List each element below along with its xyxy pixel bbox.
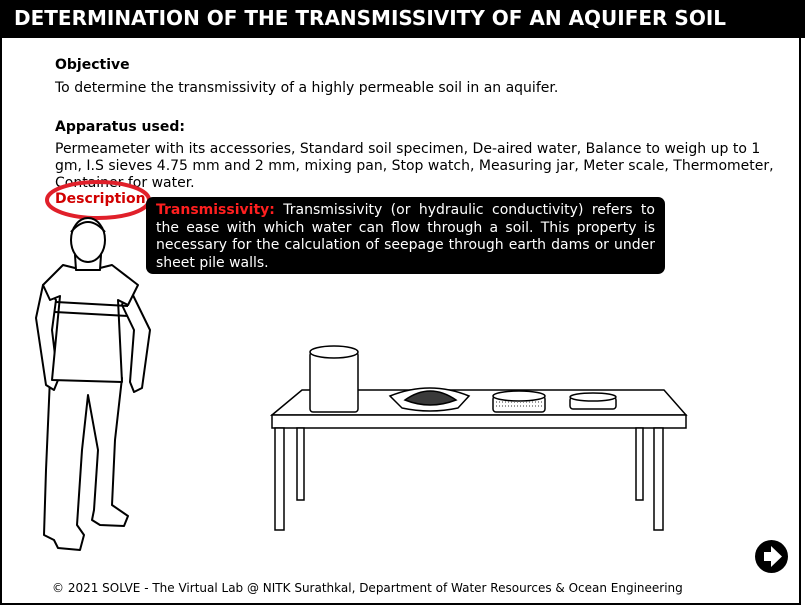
apparatus-heading: Apparatus used: — [55, 119, 185, 135]
mixing-pan-with-soil — [390, 388, 469, 411]
sieve — [493, 391, 545, 412]
objective-heading: Objective — [55, 57, 130, 73]
dish — [570, 393, 616, 409]
objective-text: To determine the transmissivity of a highly permeable soil in an aquifer. — [55, 80, 559, 96]
tooltip-keyword: Transmissivity: — [156, 202, 275, 218]
next-button[interactable] — [755, 540, 788, 573]
tooltip-text: Transmissivity (or hydraulic conductivity) refers to the ease with which water can flow through a soil. This property is necessary for the calculation of seepage through earth dams or under sheet pile walls. — [156, 202, 655, 271]
container-jar — [310, 346, 358, 412]
transmissivity-tooltip — [146, 197, 665, 274]
arrow-right-circle-icon — [755, 540, 788, 573]
description-link[interactable]: Description — [55, 191, 146, 207]
footer-copyright: © 2021 SOLVE - The Virtual Lab @ NITK Surathkal, Department of Water Resources & Ocean Engineering — [52, 581, 683, 595]
apparatus-line-1: Permeameter with its accessories, Standard soil specimen, De-aired water, Balance to weigh up to 1 — [55, 141, 761, 157]
person-illustration — [36, 218, 150, 550]
apparatus-line-3: Container for water. — [55, 175, 195, 191]
page-title: DETERMINATION OF THE TRANSMISSIVITY OF AN AQUIFER SOIL — [0, 0, 805, 38]
apparatus-line-2: gm, I.S sieves 4.75 mm and 2 mm, mixing pan, Stop watch, Measuring jar, Meter scale, Thermometer, — [55, 158, 774, 174]
